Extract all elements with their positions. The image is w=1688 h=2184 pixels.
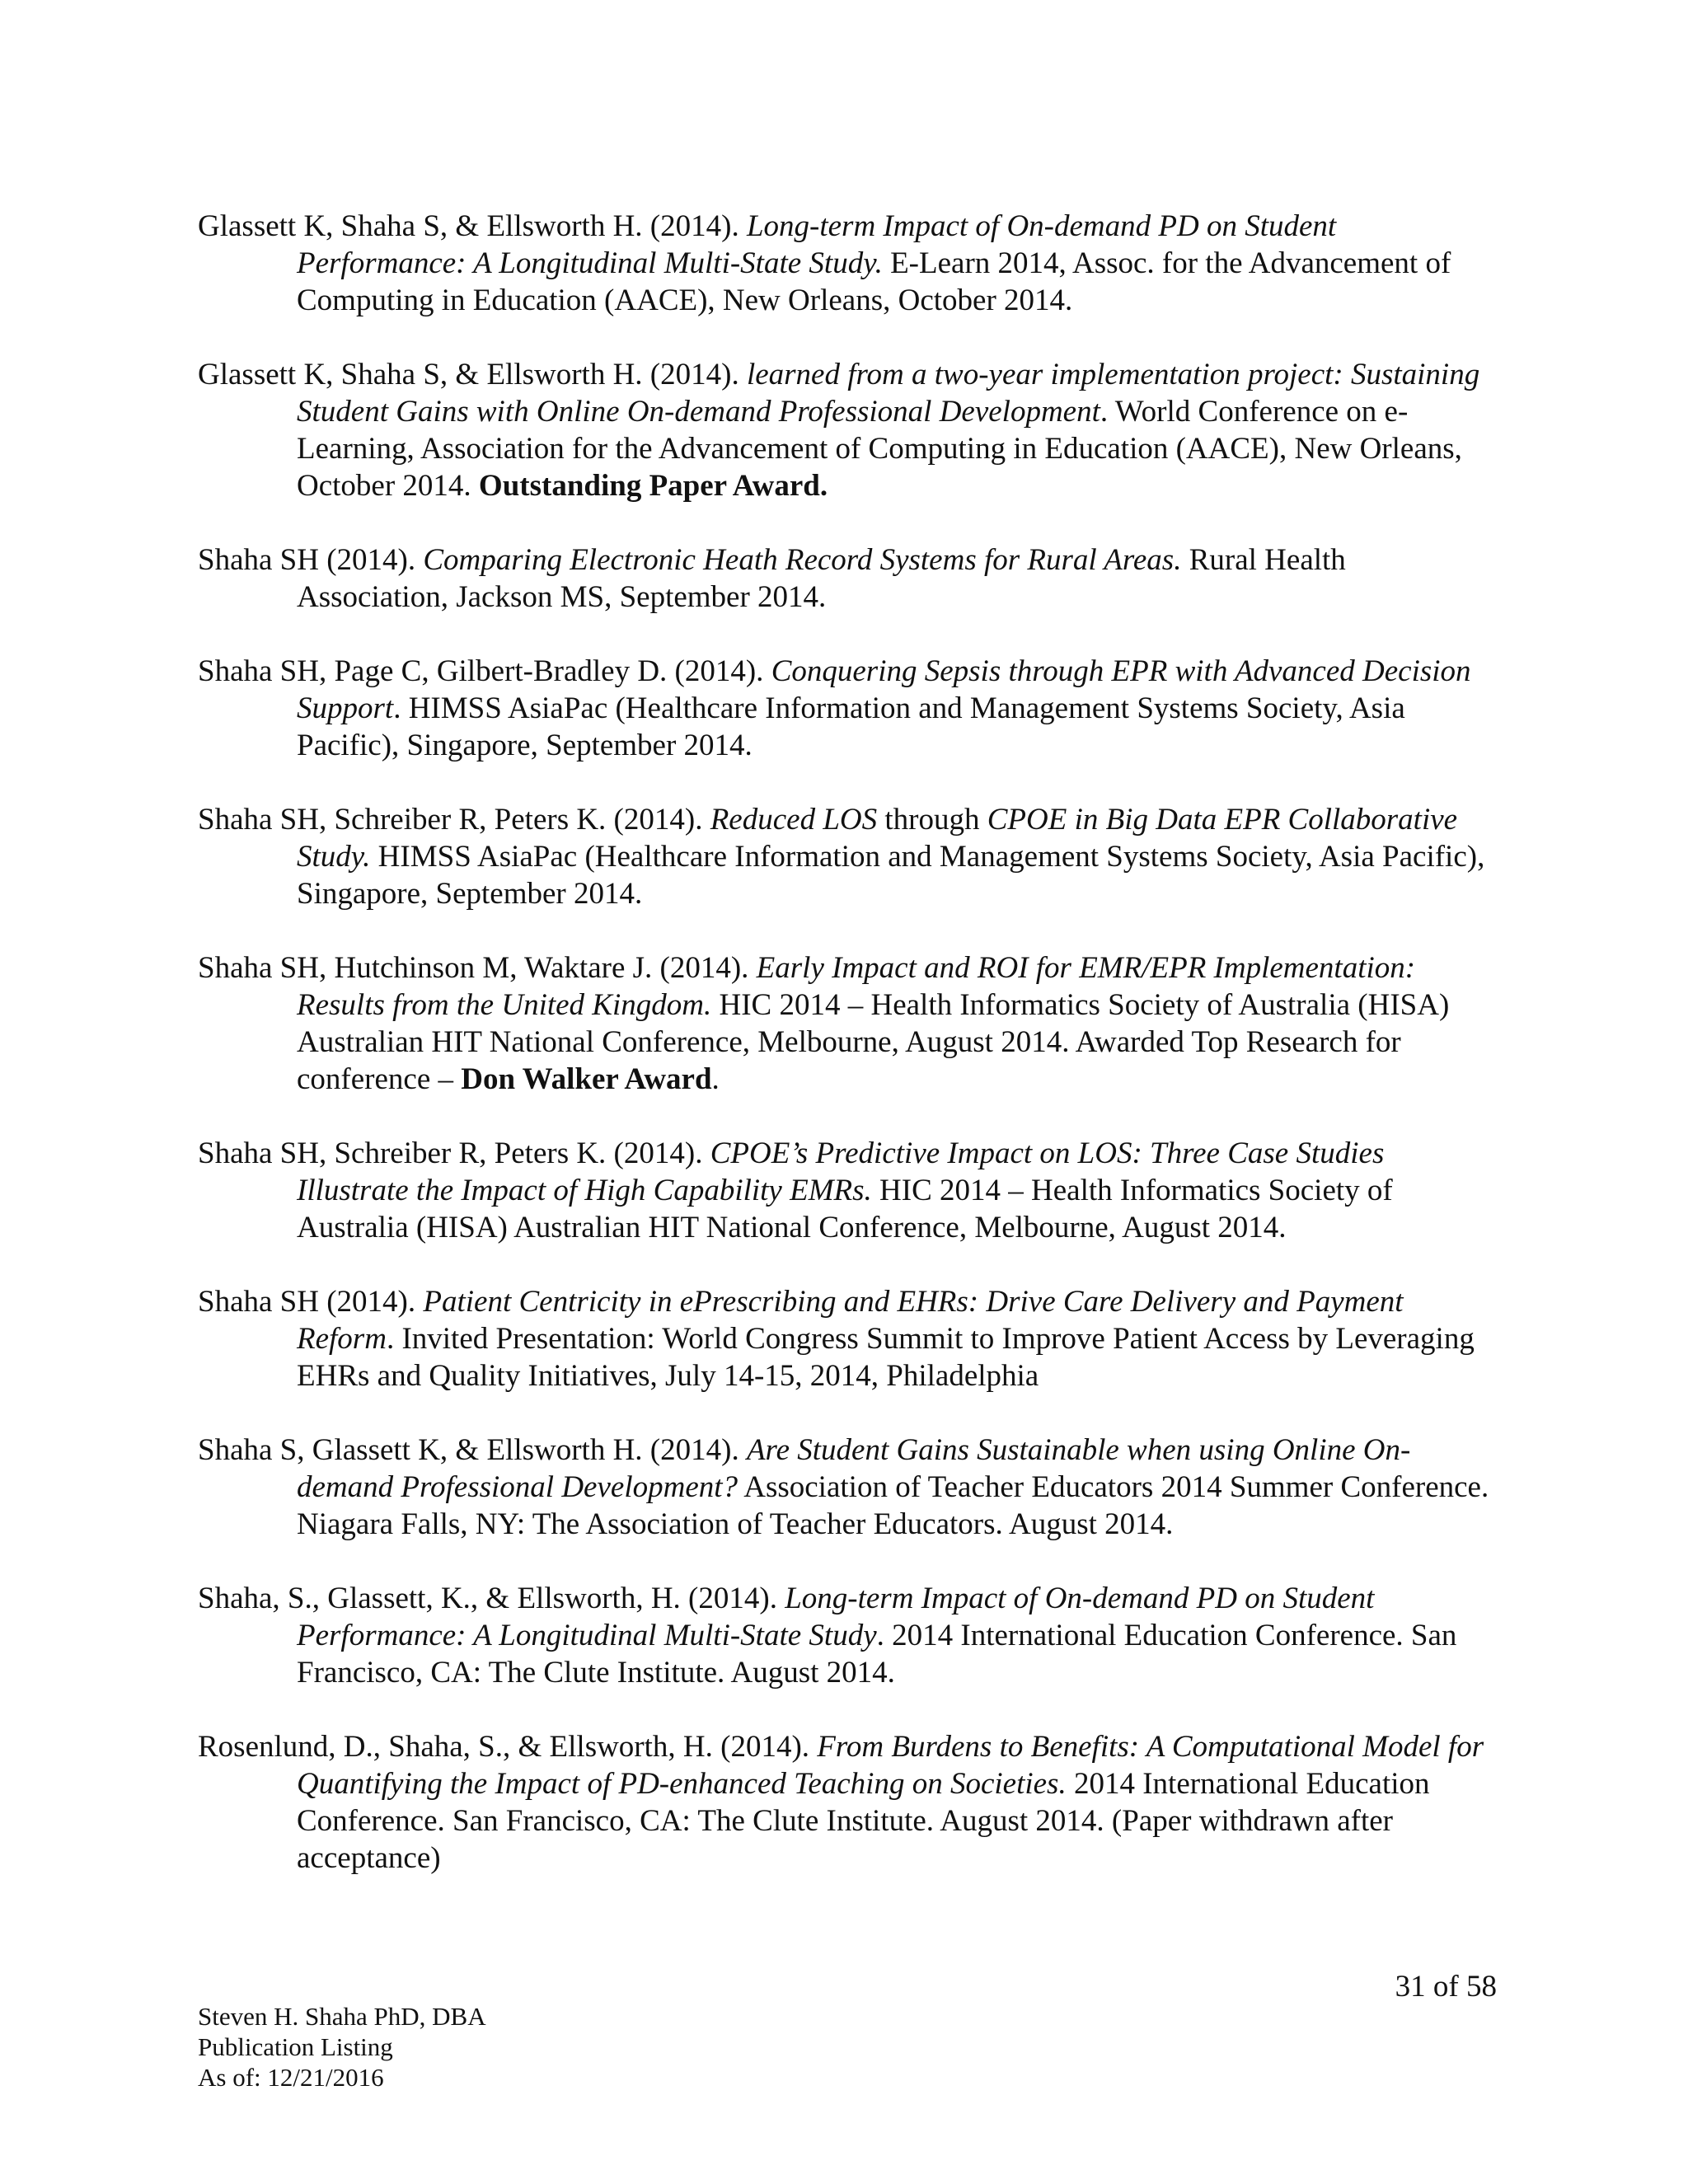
ref-title: From Burdens to Benefits: A Computational Model for Quantifying the Impact of PD-enhanced Teaching on Societies. <box>297 1730 1484 1801</box>
ref-venue: Association of Teacher Educators 2014 Summer Conference. Niagara Falls, NY: The Association of Teacher Educators. August 2014. <box>297 1470 1489 1541</box>
ref-venue: . World Conference on e-Learning, Association for the Advancement of Computing in Education (AACE), New Orleans, October 2014. <box>297 395 1462 503</box>
ref-title: Conquering Sepsis through EPR with Advanced Decision Support <box>297 654 1471 725</box>
ref-title: CPOE’s Predictive Impact on LOS: Three Case Studies Illustrate the Impact of High Capability EMRs. <box>297 1137 1385 1207</box>
reference-entry <box>198 1432 1500 1543</box>
ref-title: Early Impact and ROI for EMR/EPR Implementation: Results from the United Kingdom. <box>297 951 1416 1022</box>
ref-venue: HIMSS AsiaPac (Healthcare Information and Management Systems Society, Asia Pacific), Singapore, September 2014. <box>297 840 1485 911</box>
reference-entry <box>198 949 1500 1098</box>
ref-title: Patient Centricity in ePrescribing and EHRs: Drive Care Delivery and Payment Reform <box>297 1285 1404 1356</box>
ref-title: Reduced LOS <box>710 803 878 837</box>
ref-authors: Glassett K, Shaha S, & Ellsworth H. (2014). <box>198 358 747 391</box>
ref-title: Long-term Impact of On-demand PD on Student Performance: A Longitudinal Multi-State Study. <box>297 209 1337 280</box>
ref-title: Comparing Electronic Heath Record Systems for Rural Areas. <box>423 543 1182 577</box>
footer-date: As of: 12/21/2016 <box>198 2063 384 2092</box>
ref-authors: Shaha SH, Schreiber R, Peters K. (2014). <box>198 1137 710 1170</box>
reference-entry <box>198 1135 1500 1246</box>
ref-authors: Shaha, S., Glassett, K., & Ellsworth, H. (2014). <box>198 1582 785 1615</box>
footer-author: Steven H. Shaha PhD, DBA <box>198 2002 486 2031</box>
ref-title: Long-term Impact of On-demand PD on Student Performance: A Longitudinal Multi-State Study <box>297 1582 1375 1652</box>
footer-doc-title: Publication Listing <box>198 2032 393 2061</box>
ref-award-punct: . <box>711 1062 720 1096</box>
reference-entry <box>198 208 1500 319</box>
ref-venue: Rural Health Association, Jackson MS, September 2014. <box>297 543 1346 614</box>
ref-authors: Shaha SH, Hutchinson M, Waktare J. (2014). <box>198 951 757 985</box>
reference-entry <box>198 1580 1500 1691</box>
ref-award: Don Walker Award <box>461 1062 712 1096</box>
ref-title: learned from a two-year implementation project: Sustaining Student Gains with Online On-demand Professional Development <box>297 358 1480 429</box>
ref-venue: . 2014 International Education Conference. San Francisco, CA: The Clute Institute. August 2014. <box>297 1619 1457 1690</box>
ref-venue: 2014 International Education Conference. San Francisco, CA: The Clute Institute. August 2014. (Paper withdrawn after acceptance) <box>297 1767 1430 1875</box>
page-number: 31 of 58 <box>1395 1970 1497 2004</box>
reference-entry <box>198 356 1500 504</box>
ref-venue: . Invited Presentation: World Congress Summit to Improve Patient Access by Leveraging EHRs and Quality Initiatives, July 14-15, 2014, Philadelphia <box>297 1322 1475 1393</box>
ref-venue: . HIMSS AsiaPac (Healthcare Information and Management Systems Society, Asia Pacific), Singapore, September 2014. <box>297 691 1405 762</box>
reference-entry <box>198 1728 1500 1877</box>
reference-entry <box>198 541 1500 616</box>
ref-venue: HIC 2014 – Health Informatics Society of Australia (HISA) Australian HIT National Conference, Melbourne, August 2014. Awarded Top Research for conference – <box>297 988 1450 1096</box>
ref-authors: Shaha SH, Schreiber R, Peters K. (2014). <box>198 803 710 837</box>
ref-authors: Rosenlund, D., Shaha, S., & Ellsworth, H. (2014). <box>198 1730 818 1764</box>
page-footer <box>198 2001 486 2093</box>
ref-title-continued: CPOE in Big Data EPR Collaborative Study. <box>297 803 1458 874</box>
ref-authors: Shaha SH, Page C, Gilbert-Bradley D. (2014). <box>198 654 771 688</box>
ref-authors: Shaha S, Glassett K, & Ellsworth H. (2014). <box>198 1433 747 1467</box>
ref-venue: HIC 2014 – Health Informatics Society of Australia (HISA) Australian HIT National Conference, Melbourne, August 2014. <box>297 1174 1393 1244</box>
ref-authors: Shaha SH (2014). <box>198 1285 424 1319</box>
ref-award: Outstanding Paper Award. <box>478 469 828 503</box>
reference-entry <box>198 1283 1500 1394</box>
ref-venue: E-Learn 2014, Assoc. for the Advancement of Computing in Education (AACE), New Orleans, October 2014. <box>297 246 1451 317</box>
reference-entry <box>198 801 1500 912</box>
ref-authors: Shaha SH (2014). <box>198 543 424 577</box>
ref-title: Are Student Gains Sustainable when using Online On-demand Professional Development? <box>297 1433 1411 1504</box>
ref-authors: Glassett K, Shaha S, & Ellsworth H. (2014). <box>198 209 747 243</box>
ref-connector: through <box>877 803 987 837</box>
reference-entry <box>198 653 1500 764</box>
reference-list <box>198 208 1500 1914</box>
